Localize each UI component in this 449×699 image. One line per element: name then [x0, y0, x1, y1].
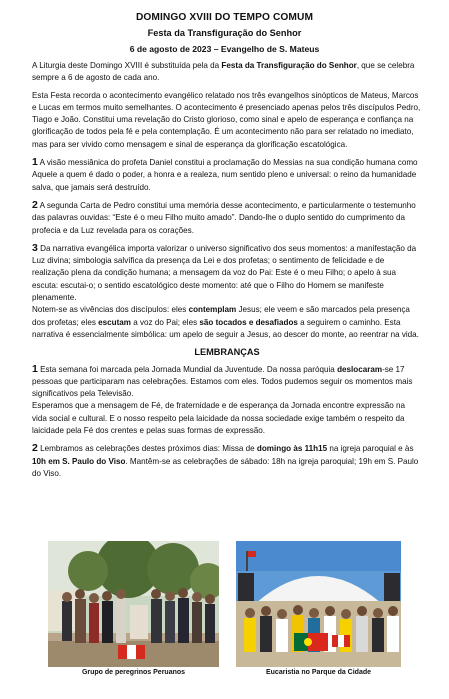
- point-number: 1: [32, 362, 38, 375]
- feast-subtitle: Festa da Transfiguração do Senhor: [147, 28, 302, 38]
- closing-text: Notem-se as vivências dos discípulos: eles: [32, 305, 189, 315]
- photo-peruvian-pilgrims: [48, 541, 219, 667]
- point-3: [32, 242, 422, 304]
- portugal-flag: [294, 633, 328, 651]
- lembranca-text: na igreja paroquial e às: [327, 444, 414, 454]
- point-number: 3: [32, 241, 38, 254]
- lembranca-bold: domingo às 11h15: [256, 444, 328, 454]
- lembranca-text: Lembramos as celebrações destes próximos dias: Missa de: [37, 444, 257, 454]
- lembranca-1: [32, 363, 422, 401]
- closing-bold: escutam: [98, 317, 131, 327]
- lembranca-text: . Mantêm-se as celebrações de sábado: 18h na igreja paroquial; 19h em S. Paulo do Viso.: [32, 456, 419, 478]
- intro-paragraph-2: Esta Festa recorda o acontecimento evangélico relatado nos três evangelhos sinópticos de Mateus, Marcos e Lucas em termos muito semelhantes. O acontecimento é presenciado apenas pelos três discípulos Pedro, Tiago e João. Constitui uma revelação do Cristo glorioso, como sinal e apelo de esperança e confiança na glorificação de todos pela fé e pela contemplação. É um acontecimento não para ser relatado no imediato, mas para ser vivido como mensagem e sinal de esperança da glorificação escatológica.: [32, 90, 421, 149]
- lembranca-2: [32, 442, 422, 480]
- closing-bold: são tocados e desafiados: [199, 317, 298, 327]
- peru-flag-small: [332, 635, 350, 647]
- closing-bold: contemplam: [188, 305, 237, 315]
- point-2: [32, 199, 422, 237]
- point-number: 2: [32, 198, 38, 211]
- peru-flag: [118, 645, 145, 659]
- document-body: [32, 60, 422, 485]
- point-number: 1: [32, 156, 38, 169]
- point-1: [32, 156, 422, 194]
- pilgrims-photo-image: [48, 541, 219, 667]
- photo-caption-right: Eucaristia no Parque da Cidade: [265, 669, 372, 676]
- lembrancas-heading: LEMBRANÇAS: [194, 347, 260, 358]
- point-number: 2: [32, 442, 38, 455]
- lembranca-bold: 10h em S. Paulo do Viso: [32, 456, 126, 466]
- page-title: DOMINGO XVIII DO TEMPO COMUM: [135, 12, 314, 23]
- photo-caption-left: Grupo de peregrinos Peruanos: [81, 669, 186, 676]
- eucharist-photo-image: [236, 541, 401, 667]
- point-text: Da narrativa evangélica importa valorizar o universo significativo dos seus momentos: a manifestação da Luz divina; simbologia salvífica da presença da Lei e dos profetas; o sentimento de felicidade e de realização plena da condição humana; a mensagem da voz do Pai: Este é o meu Filho; o apelo à sua escuta: escutai-o; o sentido escatológico deste momento: até que o Filho do Homem se manifeste plenamente.: [32, 243, 417, 303]
- intro-paragraph-1: [32, 60, 422, 85]
- lembranca-bold: deslocaram: [337, 364, 383, 374]
- lembranca-jornada: Esperamos que a mensagem de Fé, de fraternidade e de esperança da Jornada encontre expressão na vida social e cultural. E o nosso respeito pela laicidade da nossa sociedade exige também o respeito da laicidade pela Fé dos crentes e pelas suas formas de expressão.: [32, 401, 406, 436]
- feast-name: Festa da Transfiguração do Senhor: [221, 61, 357, 70]
- lembranca-text: Esta semana foi marcada pela Jornada Mundial da Juventude. Da nossa paróquia: [37, 364, 338, 374]
- closing-text: Jesus; ele veem e são marcados pela presença dos profetas; eles: [32, 305, 410, 327]
- point-text: A visão messiânica do profeta Daniel constitui a proclamação do Messias na sua condição humana como Aquele a quem é dado o poder, a honra e a realeza, num sentido pleno e universal: o reino da humanidade salva, que jamais será destruído.: [32, 158, 418, 192]
- intro-text: A Liturgia deste Domingo XVIII é substituída pela da: [32, 61, 222, 70]
- lembranca-text: -se 17 pessoas que participaram nas celebrações. Estamos com eles. Todos pudemos seguir os momentos mais significativos pela Televisão.: [32, 364, 413, 399]
- intro-text-end: , que se celebra sempre a 6 de agosto de cada ano.: [32, 61, 415, 83]
- photo-eucharist-park: [236, 541, 401, 667]
- closing-text: a voz do Pai; eles: [130, 317, 200, 327]
- date-line: 6 de agosto de 2023 – Evangelho de S. Mateus: [129, 44, 320, 54]
- closing-paragraph: [32, 304, 422, 341]
- point-text: A segunda Carta de Pedro constitui uma memória desse acontecimento, e particularmente o testemunho das palavras ouvidas: “Este é o meu Filho muito amado”. Dando-lhe o duplo sentido do cumprimento da profecia e da Luz revelada para os corações.: [32, 200, 416, 235]
- closing-text: a seguirem o caminho. Esta narrativa é essencialmente simbólica: um apelo de seguir a Jesus, ao descer do monte, ao reentrar na vida.: [32, 317, 419, 339]
